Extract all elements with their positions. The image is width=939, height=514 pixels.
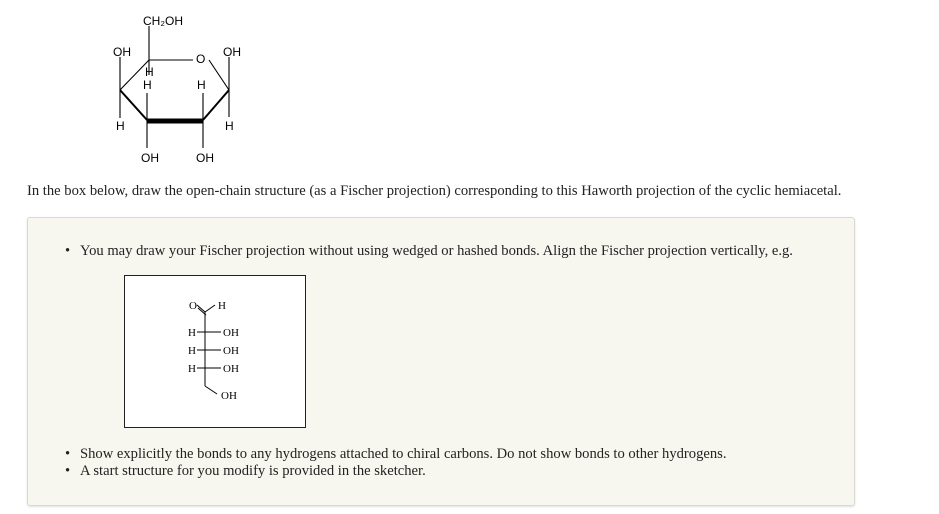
instructions-box xyxy=(27,217,855,506)
c4-h-label: H xyxy=(116,119,125,133)
fischer-row1-h: H xyxy=(188,327,196,339)
haworth-projection xyxy=(100,5,260,175)
bullet-text-start-structure: A start structure for you modify is provided in the sketcher. xyxy=(80,463,426,479)
bullet-marker: • xyxy=(65,463,71,479)
fischer-row3-h: H xyxy=(188,363,196,375)
bullet-item xyxy=(65,463,426,480)
ring-oxygen-label: O xyxy=(196,52,206,66)
bullet-item xyxy=(65,446,727,463)
fischer-aldehyde-h-label: H xyxy=(218,300,226,312)
c4-oh-label: OH xyxy=(113,45,131,59)
bullet-marker: • xyxy=(65,446,71,462)
instruction-text: In the box below, draw the open-chain structure (as a Fischer projection) corresponding to this Haworth projection of the cyclic hemiacetal. xyxy=(27,183,842,199)
fischer-oxygen-label: O xyxy=(189,300,197,312)
bullet-marker: • xyxy=(65,243,71,259)
bullet-text-drawing-rules: You may draw your Fischer projection without using wedged or hashed bonds. Align the Fischer projection vertically, e.g. xyxy=(80,243,793,259)
c5-h-label: H xyxy=(145,65,154,79)
c3-oh-label: OH xyxy=(141,151,159,165)
c1-oh-label: OH xyxy=(223,45,241,59)
c3-h-label: H xyxy=(143,78,152,92)
fischer-row1-oh: OH xyxy=(223,327,239,339)
ch2oh-label: CH₂OH xyxy=(143,14,183,28)
fischer-bottom-oh: OH xyxy=(221,390,237,402)
fischer-example-box xyxy=(124,275,306,428)
bullet-text-hydrogen-bonds: Show explicitly the bonds to any hydrogens attached to chiral carbons. Do not show bonds to other hydrogens. xyxy=(80,446,727,462)
fischer-row2-oh: OH xyxy=(223,345,239,357)
bullet-item xyxy=(65,243,793,260)
c2-oh-label: OH xyxy=(196,151,214,165)
fischer-projection xyxy=(125,276,305,427)
c1-h-label: H xyxy=(225,119,234,133)
fischer-row2-h: H xyxy=(188,345,196,357)
fischer-row3-oh: OH xyxy=(223,363,239,375)
c2-h-label: H xyxy=(197,78,206,92)
